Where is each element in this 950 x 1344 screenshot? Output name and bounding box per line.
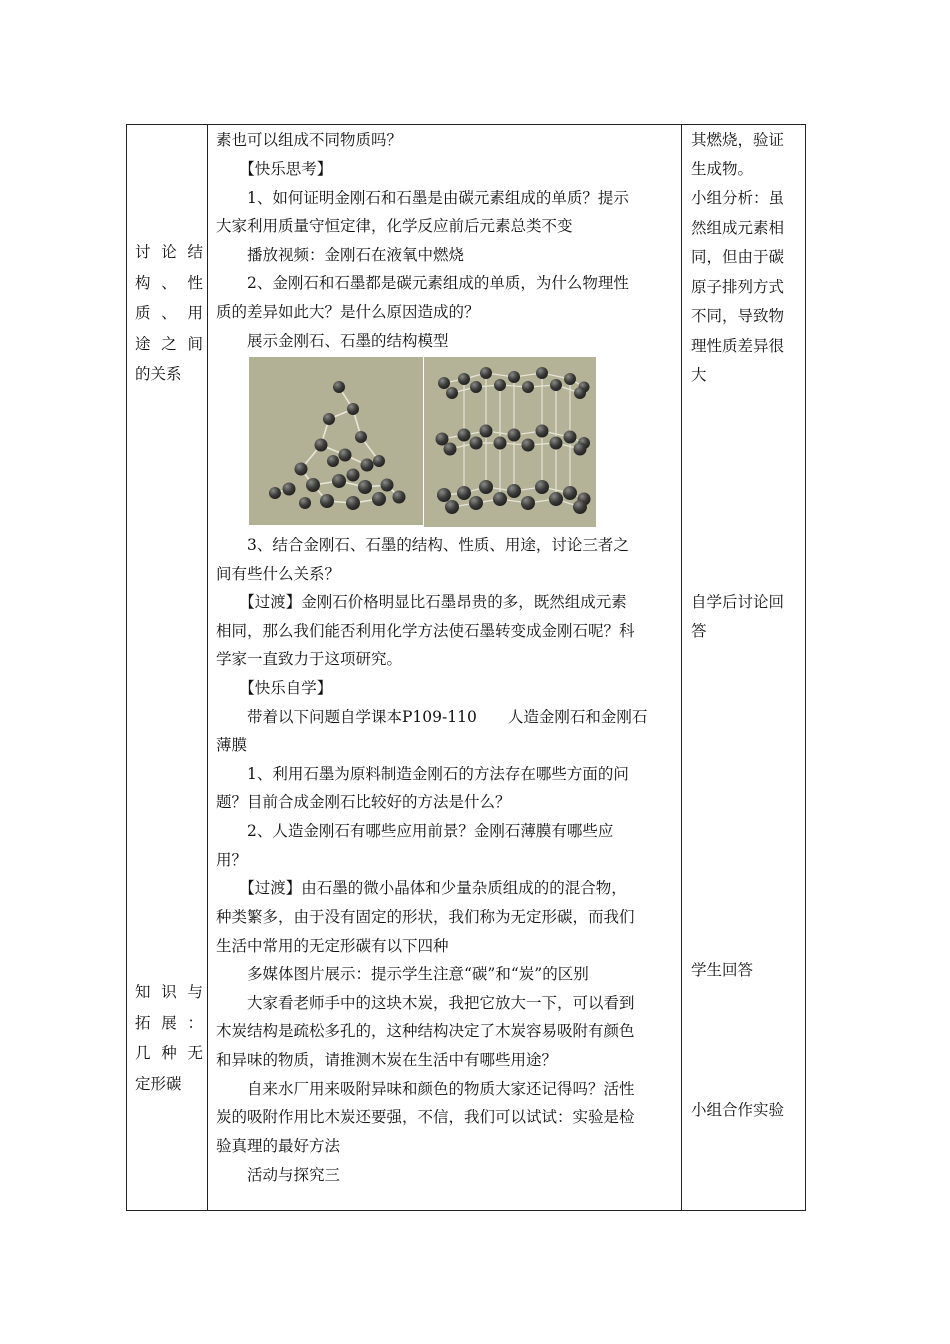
paragraph-line: 活动与探究三 [216,1166,341,1184]
teacher-activity-column [208,125,681,1210]
paragraph-line: 炭的吸附作用比木炭还要强，不信，我们可以试试：实验是检 [216,1108,635,1126]
paragraph-line: 间有些什么关系？ [216,565,341,583]
paragraph-line: 1、如何证明金刚石和石墨是由碳元素组成的单质？提示 [216,189,629,207]
diamond-structure-model-image [249,357,423,525]
student-note-line: 生成物。 [691,160,754,178]
student-note-line: 小组合作实验 [691,1101,785,1119]
graphite-structure-model-image [424,357,596,527]
paragraph-line: 用？ [216,851,248,869]
student-note-line: 理性质差异很 [691,337,785,355]
topic-line: 几种无 [135,1044,203,1062]
student-note-line: 学生回答 [691,961,754,979]
topic-line: 的关系 [135,365,182,383]
topic-line: 途之间 [135,334,203,353]
paragraph-line: 生活中常用的无定形碳有以下四种 [216,937,449,955]
graphite-model-graphic [424,357,596,527]
paragraph-line: 【快乐自学】 [216,679,333,697]
topic-line: 知识与 [135,983,203,1001]
student-note-line: 原子排列方式 [691,278,785,296]
paragraph-line: 播放视频：金刚石在液氧中燃烧 [216,246,465,264]
paragraph-line: 木炭结构是疏松多孔的，这种结构决定了木炭容易吸附有颜色 [216,1022,635,1040]
lesson-table [126,124,806,1211]
paragraph-line: 大家利用质量守恒定律，化学反应前后元素总类不变 [216,217,573,235]
topic-line: 质、用 [135,304,203,322]
topic-line: 拓展： [135,1013,203,1032]
paragraph-line: 和异味的物质，请推测木炭在生活中有哪些用途？ [216,1051,558,1069]
paragraph-line: 1、利用石墨为原料制造金刚石的方法存在哪些方面的问 [216,765,629,783]
paragraph-line: 【快乐思考】 [216,160,333,178]
paragraph-line: 大家看老师手中的这块木炭，我把它放大一下，可以看到 [216,994,635,1012]
paragraph-line: 质的差异如此大？是什么原因造成的？ [216,303,480,321]
paragraph-line: 学家一直致力于这项研究。 [216,650,403,668]
student-note-line: 然组成元素相 [691,219,785,237]
topic-amorphous-carbon [135,977,203,1099]
student-note-line: 小组分析：虽 [691,189,785,207]
student-activity-column [682,125,806,1210]
paragraph-line: 自来水厂用来吸附异味和颜色的物质大家还记得吗？活性 [216,1080,635,1098]
paragraph-line: 验真理的最好方法 [216,1137,341,1155]
topic-line: 定形碳 [135,1074,182,1093]
paragraph-line: 多媒体图片展示：提示学生注意“碳”和“炭”的区别 [216,965,589,983]
paragraph-line: 相同，那么我们能否利用化学方法使石墨转变成金刚石呢？科 [216,622,635,640]
student-note-line: 答 [691,622,707,640]
topic-structure-relationship [135,237,203,390]
paragraph-line: 带着以下问题自学课本P109-110 人造金刚石和金刚石 [216,708,648,726]
topic-column [127,125,207,1210]
paragraph-line: 薄膜 [216,736,248,754]
student-note-line: 其燃烧，验证 [691,131,785,149]
student-note-line: 同，但由于碳 [691,248,785,266]
paragraph-line: 2、金刚石和石墨都是碳元素组成的单质，为什么物理性 [216,274,629,292]
paragraph-line: 【过渡】金刚石价格明显比石墨昂贵的多，既然组成元素 [216,593,627,611]
topic-line: 构、性 [135,273,203,292]
paragraph-line: 种类繁多，由于没有固定的形状，我们称为无定形碳，而我们 [216,908,635,926]
paragraph-line: 展示金刚石、石墨的结构模型 [216,332,449,350]
diamond-model-graphic [249,357,423,525]
paragraph-line: 【过渡】由石墨的微小晶体和少量杂质组成的的混合物， [216,879,627,897]
paragraph-line: 2、人造金刚石有哪些应用前景？金刚石薄膜有哪些应 [216,822,614,840]
paragraph-line: 素也可以组成不同物质吗？ [216,131,403,149]
student-note-line: 不同，导致物 [691,307,785,325]
topic-line: 讨论结 [135,243,203,261]
student-note-line: 自学后讨论回 [691,593,785,611]
paragraph-line: 题？目前合成金刚石比较好的方法是什么？ [216,793,511,811]
student-note-line: 大 [691,366,707,384]
paragraph-line: 3、结合金刚石、石墨的结构、性质、用途，讨论三者之 [216,536,629,554]
